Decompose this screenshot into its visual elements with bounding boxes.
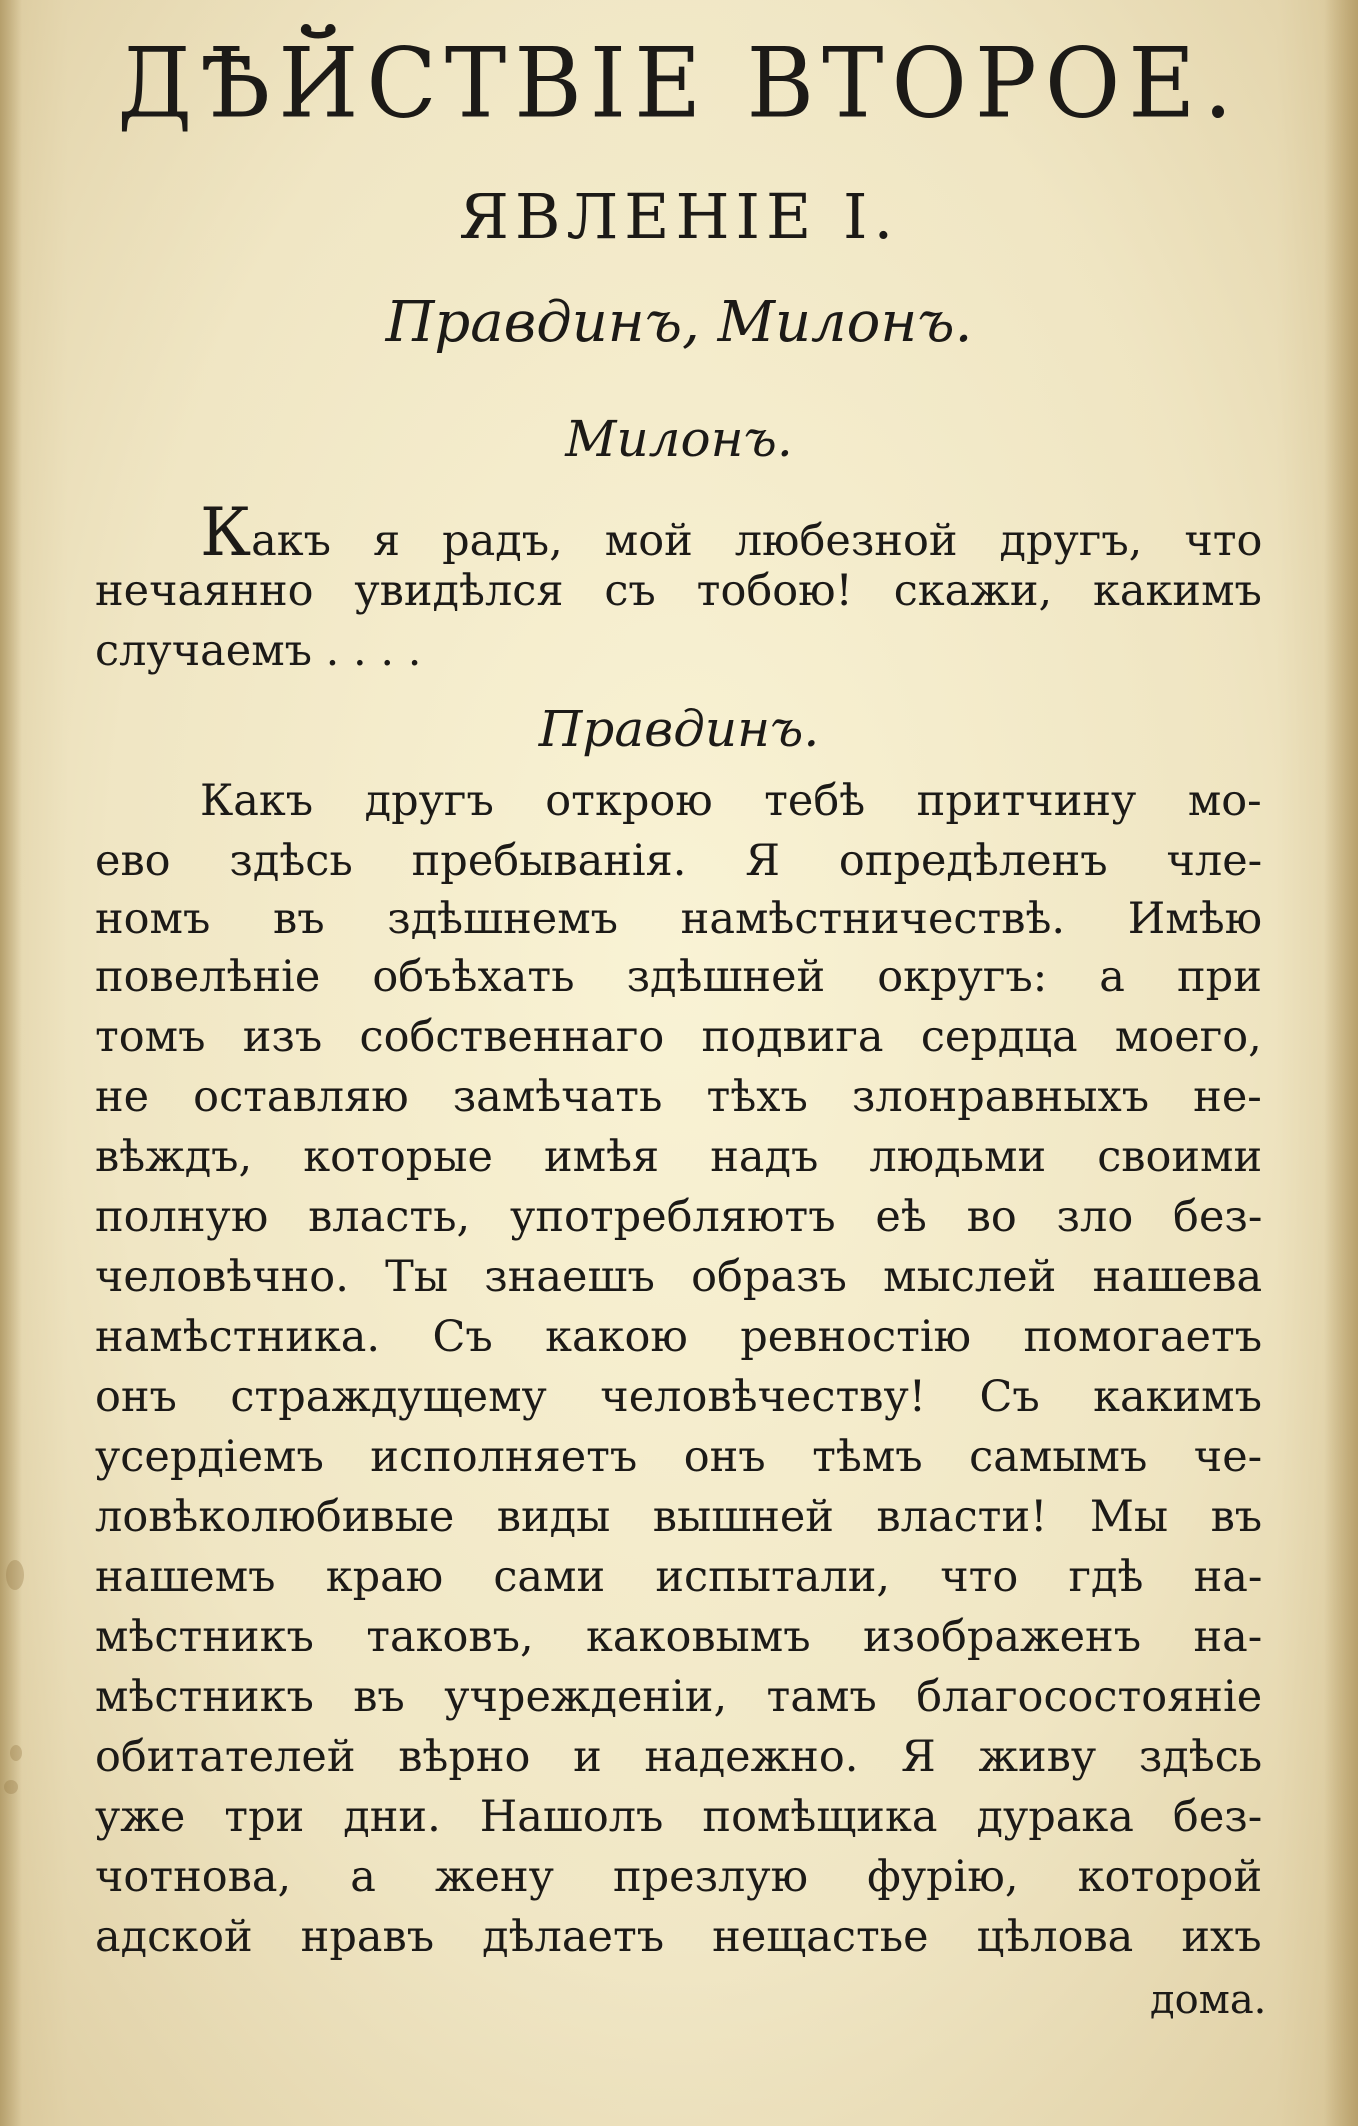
- speech-line: ево здѣсь пребыванія. Я опредѣленъ чле-: [95, 836, 1263, 886]
- speech-line: полную власть, употребляютъ еѣ во зло без-: [95, 1192, 1263, 1242]
- speaker-name-pravdin: Правдинъ.: [538, 700, 820, 758]
- speech-line: нечаянно увидѣлся съ тобою! скажи, какимъ: [95, 566, 1262, 616]
- speech-line: адской нравъ дѣлаетъ нещастье цѣлова ихъ: [95, 1912, 1262, 1962]
- speech-line: ловѣколюбивые виды вышней власти! Мы въ: [95, 1492, 1263, 1542]
- speech-line: усердіемъ исполняетъ онъ тѣмъ самымъ че-: [95, 1432, 1263, 1482]
- speech-line: чотнова, а жену презлую фурію, которой: [95, 1852, 1263, 1902]
- speech-line: не оставляю замѣчать тѣхъ злонравныхъ не-: [95, 1072, 1262, 1122]
- speech-line: обитателей вѣрно и надежно. Я живу здѣсь: [95, 1732, 1263, 1782]
- speech-line: нашемъ краю сами испытали, что гдѣ на-: [95, 1552, 1263, 1602]
- speaker-name-milon: Милонъ.: [565, 410, 793, 468]
- speech-line: Какъ я радъ, мой любезной другъ, что: [200, 494, 1263, 571]
- act-title: ДѢЙСТВІЕ ВТОРОЕ.: [117, 27, 1241, 140]
- stain-left-1: [6, 1560, 24, 1590]
- scene-title: ЯВЛЕНІЕ I.: [458, 180, 900, 253]
- speech-line: онъ страждущему человѣчеству! Съ какимъ: [95, 1372, 1262, 1422]
- speech-line: мѣстникъ таковъ, каковымъ изображенъ на-: [95, 1612, 1263, 1662]
- speech-line: номъ въ здѣшнемъ намѣстничествѣ. Имѣю: [95, 894, 1263, 944]
- drop-cap: К: [200, 494, 252, 571]
- speech-line: намѣстника. Съ какою ревностію помогаетъ: [95, 1312, 1263, 1362]
- character-list: Правдинъ, Милонъ.: [385, 290, 973, 355]
- speech-line: уже три дни. Нашолъ помѣщика дурака без-: [95, 1792, 1263, 1842]
- speech-line: повелѣніе объѣхать здѣшней округъ: а при: [95, 952, 1262, 1002]
- speech-line: томъ изъ собственнаго подвига сердца моего,: [95, 1012, 1262, 1062]
- stain-left-2: [10, 1745, 22, 1761]
- speech-line: мѣстникъ въ учрежденіи, тамъ благосостояніе: [95, 1672, 1263, 1722]
- stain-left-3: [4, 1780, 18, 1794]
- speech-line: вѣждъ, которые имѣя надъ людьми своими: [95, 1132, 1263, 1182]
- speech-line: Какъ другъ открою тебѣ притчину мо-: [200, 776, 1262, 826]
- speech-line: человѣчно. Ты знаешъ образъ мыслей нашева: [95, 1252, 1263, 1302]
- catchword: дома.: [1150, 1977, 1267, 2023]
- speech-line: случаемъ . . . .: [95, 626, 422, 676]
